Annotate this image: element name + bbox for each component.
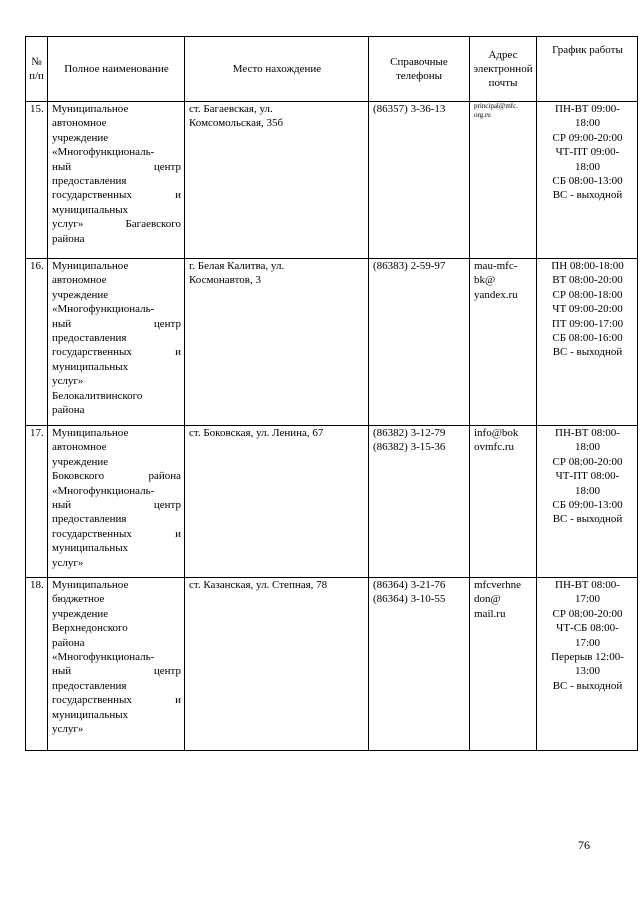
row-number-text: 16. xyxy=(30,260,44,272)
name-word: центр xyxy=(153,160,181,173)
row-number xyxy=(26,259,48,426)
location xyxy=(185,102,369,259)
email-line: mfcverhne xyxy=(474,579,522,591)
name-word: государственных xyxy=(52,346,132,359)
work-schedule xyxy=(537,102,638,259)
schedule-line: 18:00 xyxy=(574,160,601,173)
row-number-text: 15. xyxy=(30,103,44,115)
name-line: Белокалитвинского xyxy=(52,389,143,402)
phones-line: (86382) 3-12-79 xyxy=(373,427,446,439)
schedule-line: СБ 08:00-16:00 xyxy=(552,332,623,345)
mfc-table xyxy=(25,36,638,751)
location xyxy=(185,578,369,751)
schedule-line: ВС - выходной xyxy=(552,513,623,526)
schedule-line: 18:00 xyxy=(574,117,601,130)
name-line: услуг» xyxy=(52,723,84,736)
location-line: Комсомольская, 35б xyxy=(189,117,284,130)
schedule-line: ЧТ-ПТ 08:00- xyxy=(555,470,620,483)
email-line: org.ru xyxy=(474,111,491,119)
schedule-line: СБ 08:00-13:00 xyxy=(552,175,623,188)
name-word: Боковского xyxy=(52,470,105,483)
name-line: Муниципальное xyxy=(52,427,129,439)
email-line: mail.ru xyxy=(474,607,506,620)
email-line: don@ xyxy=(474,593,501,606)
schedule-line: ВС - выходной xyxy=(552,346,623,359)
schedule-line: ПН-ВТ 09:00- xyxy=(555,103,620,115)
email-line: principal@mfc. xyxy=(474,102,518,110)
name-line xyxy=(52,317,181,331)
schedule-line: 13:00 xyxy=(574,665,601,678)
name-line: учреждение xyxy=(52,455,109,468)
name-line: предоставления xyxy=(52,679,127,692)
name-line xyxy=(52,498,181,512)
name-line: Муниципальное xyxy=(52,579,129,591)
header-location: Место нахождение xyxy=(185,37,369,102)
name-word: центр xyxy=(153,499,181,512)
name-line: района xyxy=(52,404,85,417)
name-line xyxy=(52,664,181,678)
page-number: 76 xyxy=(578,838,590,852)
name-word: и xyxy=(175,189,181,202)
schedule-line: ЧТ-ПТ 09:00- xyxy=(555,146,620,159)
name-word: ный xyxy=(52,499,72,512)
phones-line: (86364) 3-10-55 xyxy=(373,593,446,606)
phones xyxy=(369,259,470,426)
phones xyxy=(369,426,470,578)
location-line: ст. Боковская, ул. Ленина, 67 xyxy=(189,427,324,439)
phones-line: (86364) 3-21-76 xyxy=(373,579,446,591)
email-address xyxy=(470,426,537,578)
schedule-line: ПН 08:00-18:00 xyxy=(551,260,624,272)
schedule-line: ПТ 09:00-17:00 xyxy=(551,317,624,330)
organization-name xyxy=(48,259,185,426)
name-word: центр xyxy=(153,665,181,678)
table-header-row xyxy=(26,37,638,102)
name-line: учреждение xyxy=(52,131,109,144)
name-line: муниципальных xyxy=(52,708,129,721)
phones-line: (86357) 3-36-13 xyxy=(373,103,446,115)
name-line: «Многофункциональ- xyxy=(52,651,155,664)
name-line: предоставления xyxy=(52,175,127,188)
phones-line: (86383) 2-59-97 xyxy=(373,260,446,272)
name-line xyxy=(52,217,181,231)
work-schedule xyxy=(537,426,638,578)
schedule-line: Перерыв 12:00- xyxy=(551,651,624,664)
name-line: муниципальных xyxy=(52,360,129,373)
location xyxy=(185,426,369,578)
header-schedule: График работы xyxy=(537,37,638,102)
email-line: bk@ xyxy=(474,274,496,287)
header-phones: Справочные телефоны xyxy=(369,37,470,102)
name-word: ный xyxy=(52,160,72,173)
schedule-line: 17:00 xyxy=(574,636,601,649)
phones xyxy=(369,578,470,751)
name-line: «Многофункциональ- xyxy=(52,303,155,316)
name-line: «Многофункциональ- xyxy=(52,484,155,497)
schedule-line: ЧТ-СБ 08:00- xyxy=(556,622,619,635)
email-line: ovmfc.ru xyxy=(474,441,515,454)
name-line: района xyxy=(52,232,85,245)
name-line: автономное xyxy=(52,274,107,287)
row-number-text: 18. xyxy=(30,579,44,591)
location-line: г. Белая Калитва, ул. xyxy=(189,260,285,272)
name-line: предоставления xyxy=(52,513,127,526)
name-line: предоставления xyxy=(52,332,127,345)
schedule-line: СБ 09:00-13:00 xyxy=(552,499,623,512)
name-word: ный xyxy=(52,665,72,678)
schedule-line: ПН-ВТ 08:00- xyxy=(555,427,620,439)
email-line: info@bok xyxy=(474,427,519,439)
name-line: Муниципальное xyxy=(52,103,129,115)
name-word: района xyxy=(148,470,181,483)
name-line: бюджетное xyxy=(52,593,105,606)
table-row xyxy=(26,578,638,751)
table-row xyxy=(26,259,638,426)
schedule-line: 17:00 xyxy=(574,593,601,606)
row-number-text: 17. xyxy=(30,427,44,439)
name-line: Муниципальное xyxy=(52,260,129,272)
schedule-line: СР 08:00-20:00 xyxy=(552,607,623,620)
name-word: Багаевского xyxy=(125,218,181,231)
name-word: и xyxy=(175,694,181,707)
name-word: ный xyxy=(52,317,72,330)
name-line: муниципальных xyxy=(52,542,129,555)
organization-name xyxy=(48,578,185,751)
organization-name xyxy=(48,426,185,578)
schedule-line: СР 09:00-20:00 xyxy=(552,131,623,144)
organization-name xyxy=(48,102,185,259)
name-line: муниципальных xyxy=(52,203,129,216)
name-line: «Многофункциональ- xyxy=(52,146,155,159)
phones xyxy=(369,102,470,259)
name-word: услуг» xyxy=(52,218,84,231)
row-number xyxy=(26,426,48,578)
schedule-line: ВС - выходной xyxy=(552,189,623,202)
name-word: и xyxy=(175,346,181,359)
schedule-line: ПН-ВТ 08:00- xyxy=(555,579,620,591)
name-word: центр xyxy=(153,317,181,330)
schedule-line: 18:00 xyxy=(574,441,601,454)
name-line: учреждение xyxy=(52,607,109,620)
row-number xyxy=(26,578,48,751)
name-word: государственных xyxy=(52,527,132,540)
name-word: и xyxy=(175,527,181,540)
location-line: ст. Казанская, ул. Степная, 78 xyxy=(189,579,328,591)
email-address xyxy=(470,102,537,259)
work-schedule xyxy=(537,259,638,426)
name-line: автономное xyxy=(52,441,107,454)
name-line: услуг» xyxy=(52,556,84,569)
schedule-line: ВТ 08:00-20:00 xyxy=(552,274,623,287)
name-word: государственных xyxy=(52,694,132,707)
location-line: Космонавтов, 3 xyxy=(189,274,261,287)
email-address xyxy=(470,259,537,426)
email-line: mau-mfc- xyxy=(474,260,518,272)
header-email: Адрес электронной почты xyxy=(470,37,537,102)
name-line: Верхнедонского xyxy=(52,622,128,635)
location-line: ст. Багаевская, ул. xyxy=(189,103,273,115)
name-line: услуг» xyxy=(52,375,84,388)
email-address xyxy=(470,578,537,751)
row-number xyxy=(26,102,48,259)
email-line: yandex.ru xyxy=(474,288,518,301)
schedule-line: 18:00 xyxy=(574,484,601,497)
name-line: автономное xyxy=(52,117,107,130)
location xyxy=(185,259,369,426)
name-line: района xyxy=(52,636,85,649)
table-row xyxy=(26,102,638,259)
name-line xyxy=(52,693,181,707)
name-line xyxy=(52,160,181,174)
phones-line: (86382) 3-15-36 xyxy=(373,441,446,454)
name-line xyxy=(52,469,181,483)
name-line xyxy=(52,345,181,359)
name-line: учреждение xyxy=(52,288,109,301)
header-name: Полное наименование xyxy=(48,37,185,102)
name-line xyxy=(52,188,181,202)
header-num: № п/п xyxy=(26,37,48,102)
name-line xyxy=(52,527,181,541)
schedule-line: ЧТ 09:00-20:00 xyxy=(552,303,623,316)
schedule-line: СР 08:00-18:00 xyxy=(552,288,623,301)
table-row xyxy=(26,426,638,578)
schedule-line: ВС - выходной xyxy=(552,679,623,692)
schedule-line: СР 08:00-20:00 xyxy=(552,455,623,468)
name-word: государственных xyxy=(52,189,132,202)
work-schedule xyxy=(537,578,638,751)
